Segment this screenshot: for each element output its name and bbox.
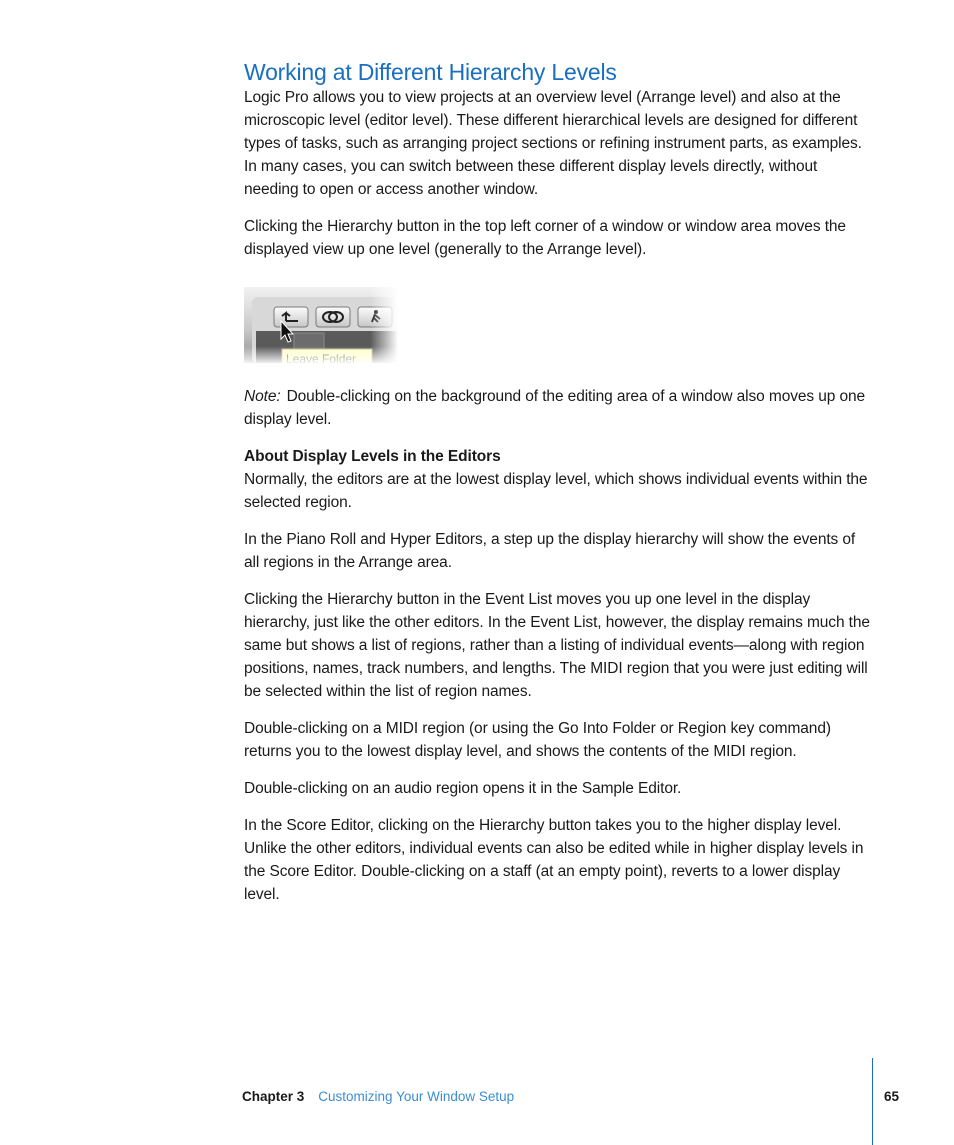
paragraph-lowest-level: Normally, the editors are at the lowest display level, which shows individual events within the selected region.: [244, 471, 868, 511]
paragraph-piano-roll: In the Piano Roll and Hyper Editors, a step up the display hierarchy will show the events of all regions in the Arrange area.: [244, 531, 856, 571]
paragraph-score-editor: In the Score Editor, clicking on the Hierarchy button takes you to the higher display level. Unlike the other editors, individual events can also be edited while in higher display levels in the Score Editor. Double-clicking on a staff (at an empty point), reverts to a lower display level.: [244, 817, 864, 903]
footer-divider: [872, 1058, 873, 1145]
chapter-title-link[interactable]: Customizing Your Window Setup: [318, 1089, 515, 1104]
paragraph-audio-region: Double-clicking on an audio region opens it in the Sample Editor.: [244, 780, 682, 797]
page-footer: [242, 1088, 514, 1106]
note-paragraph: [244, 385, 874, 431]
chapter-label: Chapter 3: [242, 1089, 305, 1104]
section-title: Working at Different Hierarchy Levels: [244, 59, 617, 85]
paragraph-midi-region: Double-clicking on a MIDI region (or using the Go Into Folder or Region key command) returns you to the lowest display level, and shows the contents of the MIDI region.: [244, 720, 831, 760]
note-label: Note:: [244, 388, 281, 405]
paragraph-hierarchy-button: Clicking the Hierarchy button in the top left corner of a window or window area moves the displayed view up one level (generally to the Arrange level).: [244, 218, 846, 258]
paragraph-event-list: Clicking the Hierarchy button in the Event List moves you up one level in the display hierarchy, just like the other editors. In the Event List, however, the display remains much the same but shows a list of regions, rather than a listing of individual events—along with region positions, names, track numbers, and lengths. The MIDI region that you were just editing will be selected within the list of region names.: [244, 591, 870, 700]
note-text: Double-clicking on the background of the editing area of a window also moves up one display level.: [244, 388, 866, 428]
toolbar-figure: [244, 287, 398, 363]
page-content: [244, 58, 874, 920]
page-number: 65: [884, 1089, 900, 1104]
paragraph-intro: Logic Pro allows you to view projects at an overview level (Arrange level) and also at the microscopic level (editor level). These different hierarchical levels are designed for different types of tasks, such as arranging project sections or refining instrument parts, as examples. In many cases, you can switch between these different display levels directly, without needing to open or access another window.: [244, 89, 862, 198]
hierarchy-button-screenshot: [244, 287, 398, 363]
subsection-title: About Display Levels in the Editors: [244, 448, 501, 465]
